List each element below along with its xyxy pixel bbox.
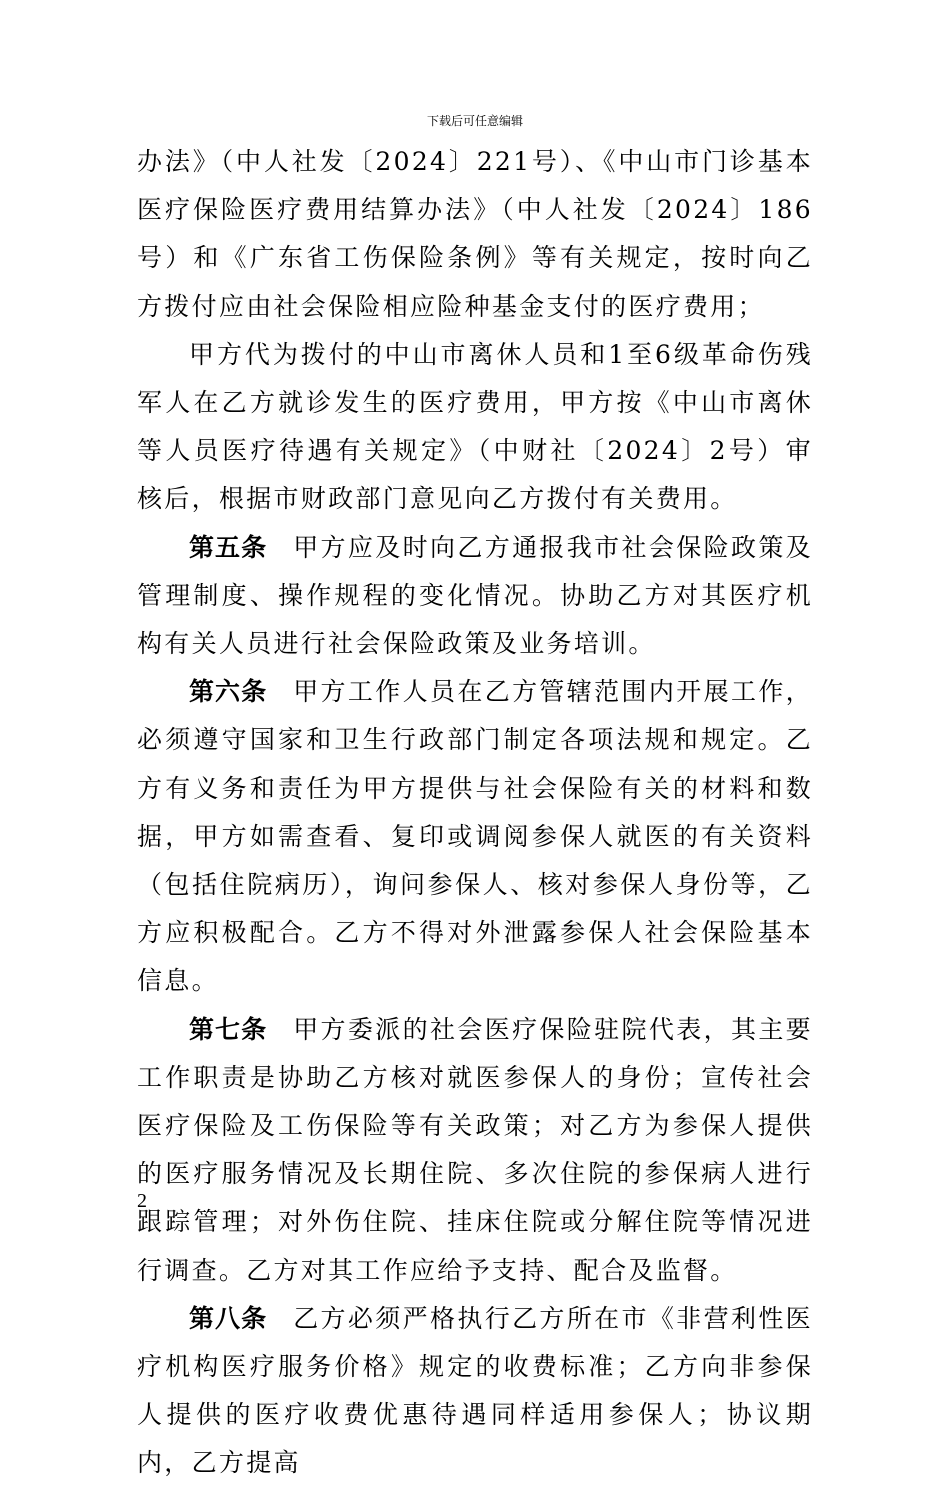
article-title: 第七条 (189, 1014, 268, 1044)
paragraph-text: 乙方必须严格执行乙方所在市《非营利性医疗机构医疗服务价格》规定的收费标准；乙方向非参保人提供的医疗收费优惠待遇同样适用参保人；协议期内，乙方提高 (137, 1303, 813, 1478)
article-6 (137, 668, 813, 1005)
article-5 (137, 524, 813, 669)
page-number: 2 (137, 1190, 147, 1212)
paragraph-text: 甲方代为拨付的中山市离休人员和1至6级革命伤残军人在乙方就诊发生的医疗费用，甲方按《中山市离休等人员医疗待遇有关规定》（中财社〔2024〕2号）审核后，根据市财政部门意见向乙方拨付有关费用。 (137, 339, 813, 514)
article-title: 第六条 (189, 677, 268, 707)
article-7 (137, 1006, 813, 1295)
paragraph-1 (137, 138, 813, 331)
paragraph-text: 甲方应及时向乙方通报我市社会保险政策及管理制度、操作规程的变化情况。协助乙方对其医疗机构有关人员进行社会保险政策及业务培训。 (137, 532, 813, 659)
article-8 (137, 1295, 813, 1488)
paragraph-2 (137, 331, 813, 524)
paragraph-text: 甲方委派的社会医疗保险驻院代表，其主要工作职责是协助乙方核对就医参保人的身份；宣传社会医疗保险及工伤保险等有关政策；对乙方为参保人提供的医疗服务情况及长期住院、多次住院的参保病人进行跟踪管理；对外伤住院、挂床住院或分解住院等情况进行调查。乙方对其工作应给予支持、配合及监督。 (137, 1014, 813, 1285)
header-note: 下载后可任意编辑 (426, 114, 523, 128)
paragraph-text: 甲方工作人员在乙方管辖范围内开展工作，必须遵守国家和卫生行政部门制定各项法规和规定。乙方有义务和责任为甲方提供与社会保险有关的材料和数据，甲方如需查看、复印或调阅参保人就医的有关资料（包括住院病历），询问参保人、核对参保人身份等，乙方应积极配合。乙方不得对外泄露参保人社会保险基本信息。 (137, 677, 813, 996)
document-body (137, 138, 813, 1488)
paragraph-text: 办法》（中人社发〔2024〕221号）、《中山市门诊基本医疗保险医疗费用结算办法》（中人社发〔2024〕186号）和《广东省工伤保险条例》等有关规定，按时向乙方拨付应由社会保险相应险种基金支付的医疗费用； (137, 147, 813, 321)
article-title: 第八条 (189, 1303, 268, 1333)
article-title: 第五条 (189, 532, 268, 562)
